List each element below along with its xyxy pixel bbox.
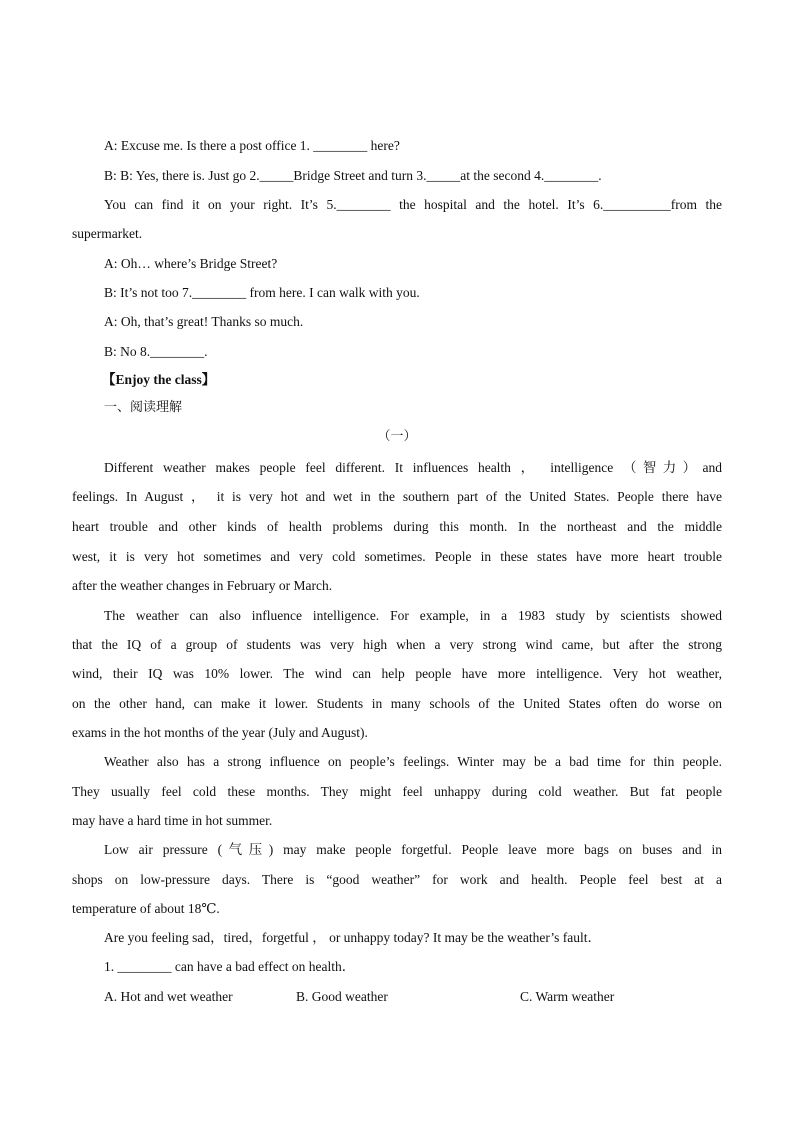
passage-line: Different weather makes people feel different. It influences health ， intelligence （智力）and [104,460,722,475]
passage-line: Low air pressure (气压) may make people forgetful. People leave more bags on buses and in [104,842,722,857]
dialogue-line: B: It’s not too 7.________ from here. I can walk with you. [104,285,420,300]
passage-line: feelings. In August ， it is very hot and wet in the southern part of the United States. People there have [72,489,722,504]
passage-number: （一） [377,429,417,444]
dialogue-line: A: Excuse me. Is there a post office 1. ________ here? [104,138,400,153]
passage-line: shops on low-pressure days. There is “good weather” for work and health. People feel best at a [72,872,722,887]
passage-line: heart trouble and other kinds of health problems during this month. In the northeast and the middle [72,519,722,534]
passage-line: may have a hard time in hot summer. [72,813,273,828]
option-a: A. Hot and wet weather [104,989,233,1004]
dialogue-line: B: No 8.________. [104,344,208,359]
part-heading: 一、阅读理解 [104,400,183,415]
dialogue-line: B: B: Yes, there is. Just go 2._____Bridge Street and turn 3._____at the second 4.________. [104,168,602,183]
passage-line: Are you feeling sad，tired，forgetful ， or unhappy today? It may be the weather’s fault． [104,930,601,945]
dialogue-line: You can find it on your right. It’s 5.________ the hospital and the hotel. It’s 6.__________from the [104,197,722,212]
dialogue-line: A: Oh… where’s Bridge Street? [104,256,278,271]
passage-line: after the weather changes in February or March. [72,578,333,593]
passage-line: west, it is very hot sometimes and very cold sometimes. People in these states have more heart trouble [72,549,722,564]
option-c: C. Warm weather [520,989,615,1004]
passage-line: exams in the hot months of the year (July and August). [72,725,368,740]
dialogue-line: A: Oh, that’s great! Thanks so much. [104,314,304,329]
passage-line: that the IQ of a group of students was very high when a very strong wind came, but after the strong [72,637,722,652]
passage-line: Weather also has a strong influence on people’s feelings. Winter may be a bad time for thin people. [104,754,722,769]
passage-line: temperature of about 18℃. [72,901,220,916]
section-heading: 【Enjoy the class】 [102,372,216,387]
passage-line: They usually feel cold these months. They might feel unhappy during cold weather. But fat people [72,784,722,799]
passage-line: wind, their IQ was 10% lower. The wind can help people have more intelligence. Very hot weather, [72,666,722,681]
question-stem: 1. ________ can have a bad effect on health． [104,959,356,974]
option-b: B. Good weather [296,989,388,1004]
dialogue-line: supermarket. [72,226,143,241]
passage-line: on the other hand, can make it lower. Students in many schools of the United States often do worse on [72,696,722,711]
passage-line: The weather can also influence intelligence. For example, in a 1983 study by scientists showed [104,608,722,623]
